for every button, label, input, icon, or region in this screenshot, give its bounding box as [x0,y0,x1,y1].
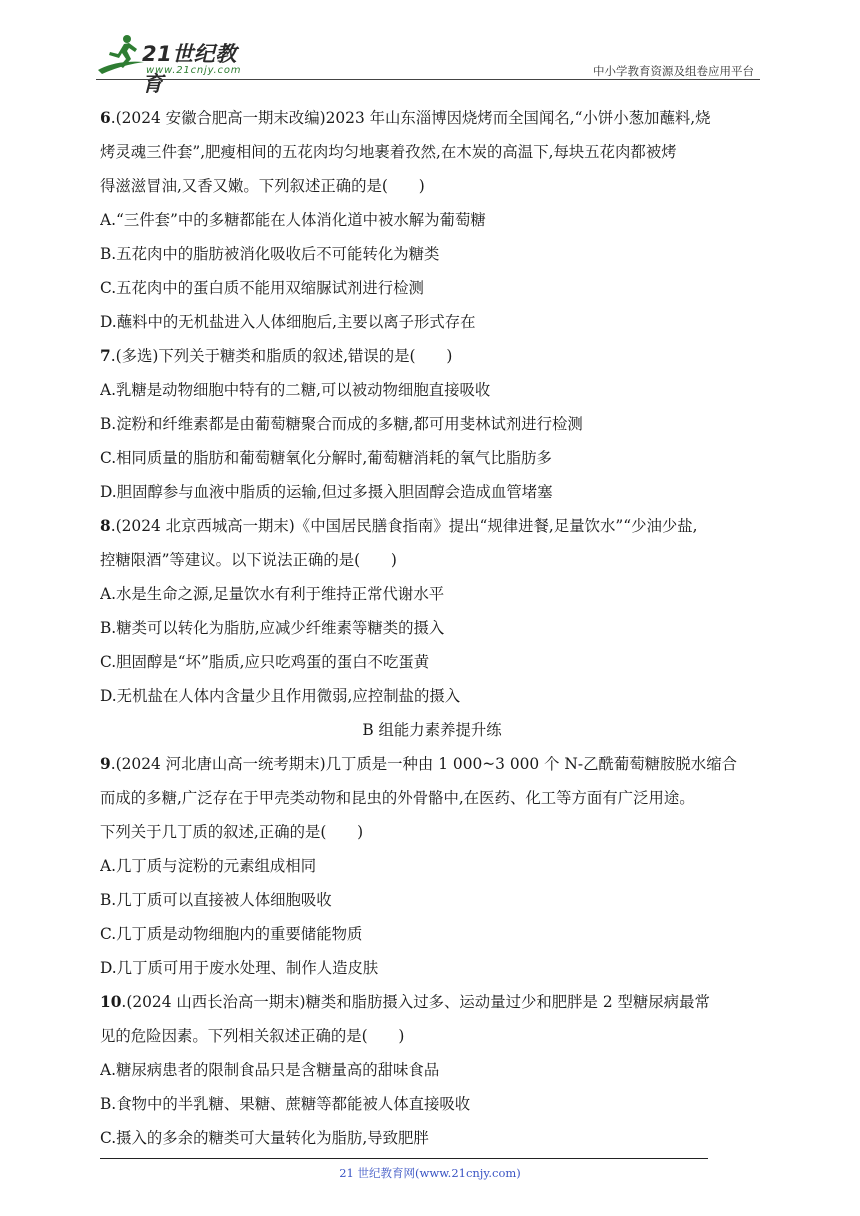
question-number: 10 [100,993,122,1011]
logo-text: 21世纪教育 [142,42,237,96]
question-number: 8 [100,517,111,535]
question-stem-line: 控糖限酒”等建议。以下说法正确的是( ) [100,551,397,569]
page-header [96,28,760,96]
question-stem-line: 得滋滋冒油,又香又嫩。下列叙述正确的是( ) [100,177,425,195]
option-a: A.糖尿病患者的限制食品只是含糖量高的甜味食品 [100,1061,440,1079]
header-divider [96,79,760,80]
question-stem-line: 烤灵魂三件套”,肥瘦相间的五花肉均匀地裹着孜然,在木炭的高温下,每块五花肉都被烤 [100,143,677,161]
option-b: B.淀粉和纤维素都是由葡萄糖聚合而成的多糖,都可用斐林试剂进行检测 [100,415,583,433]
logo-url: www.21cnjy.com [146,65,242,76]
option-b: B.几丁质可以直接被人体细胞吸收 [100,891,332,909]
question-list [100,101,764,1155]
section-heading: B 组能力素养提升练 [362,721,502,739]
footer-divider [100,1158,708,1159]
option-a: A.“三件套”中的多糖都能在人体消化道中被水解为葡萄糖 [100,211,486,229]
option-d: D.胆固醇参与血液中脂质的运输,但过多摄入胆固醇会造成血管堵塞 [100,483,553,501]
platform-label: 中小学教育资源及组卷应用平台 [593,64,754,78]
option-d: D.无机盐在人体内含量少且作用微弱,应控制盐的摄入 [100,687,461,705]
option-c: C.几丁质是动物细胞内的重要储能物质 [100,925,363,943]
question-6 [100,101,764,339]
site-logo [96,36,256,96]
question-stem-line: 下列关于几丁质的叙述,正确的是( ) [100,823,364,841]
option-b: B.糖类可以转化为脂肪,应减少纤维素等糖类的摄入 [100,619,445,637]
option-c: C.胆固醇是“坏”脂质,应只吃鸡蛋的蛋白不吃蛋黄 [100,653,430,671]
footer-text[interactable]: 21 世纪教育网(www.21cnjy.com) [339,1166,521,1180]
option-a: A.几丁质与淀粉的元素组成相同 [100,857,317,875]
option-c: C.摄入的多余的糖类可大量转化为脂肪,导致肥胖 [100,1129,429,1147]
option-c: C.相同质量的脂肪和葡萄糖氧化分解时,葡萄糖消耗的氧气比脂肪多 [100,449,552,467]
question-number: 6 [100,109,111,127]
question-10 [100,985,764,1155]
option-d: D.蘸料中的无机盐进入人体细胞后,主要以离子形式存在 [100,313,476,331]
option-a: A.乳糖是动物细胞中特有的二糖,可以被动物细胞直接吸收 [100,381,491,399]
question-9 [100,747,764,985]
question-stem-line: 而成的多糖,广泛存在于甲壳类动物和昆虫的外骨骼中,在医药、化工等方面有广泛用途。 [100,789,695,807]
question-stem-line: 10.(2024 山西长治高一期末)糖类和脂肪摄入过多、运动量过少和肥胖是 2 型糖尿病最常 [100,993,710,1011]
option-c: C.五花肉中的蛋白质不能用双缩脲试剂进行检测 [100,279,424,297]
option-b: B.五花肉中的脂肪被消化吸收后不可能转化为糖类 [100,245,440,263]
runner-icon [96,32,146,76]
question-number: 9 [100,755,111,773]
option-d: D.几丁质可用于废水处理、制作人造皮肤 [100,959,379,977]
option-a: A.水是生命之源,足量饮水有利于维持正常代谢水平 [100,585,445,603]
question-7 [100,339,764,509]
question-number: 7 [100,347,111,365]
question-stem-line: 7.(多选)下列关于糖类和脂质的叙述,错误的是( ) [100,347,453,365]
question-stem-line: 9.(2024 河北唐山高一统考期末)几丁质是一种由 1 000~3 000 个 N-乙酰葡萄糖胺脱水缩合 [100,755,737,773]
question-stem-line: 6.(2024 安徽合肥高一期末改编)2023 年山东淄博因烧烤而全国闻名,“小饼小葱加蘸料,烧 [100,109,711,127]
question-stem-line: 见的危险因素。下列相关叙述正确的是( ) [100,1027,405,1045]
question-stem-line: 8.(2024 北京西城高一期末)《中国居民膳食指南》提出“规律进餐,足量饮水”“少油少盐, [100,517,698,535]
question-8 [100,509,764,713]
option-b: B.食物中的半乳糖、果糖、蔗糖等都能被人体直接吸收 [100,1095,471,1113]
